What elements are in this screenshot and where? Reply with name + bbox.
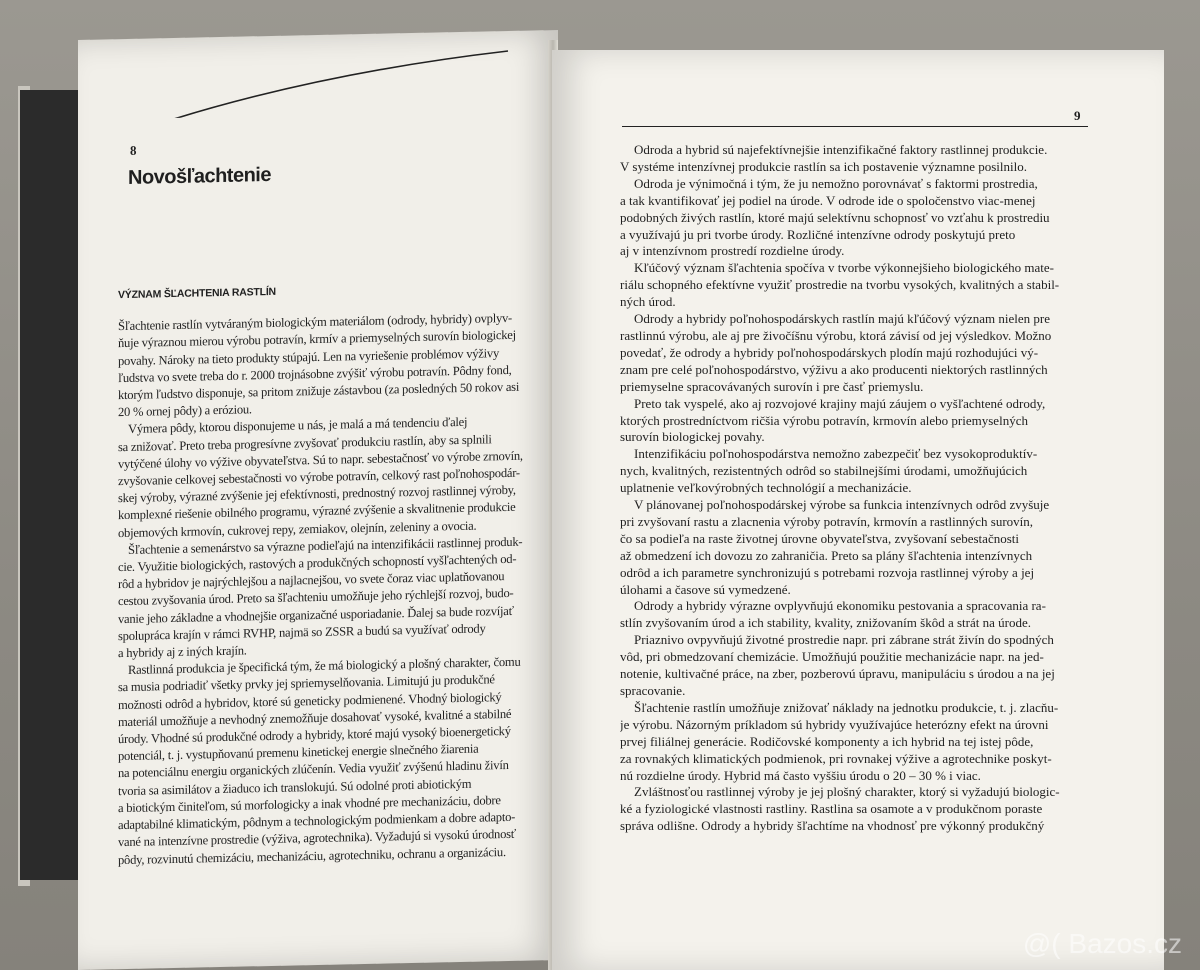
text-line: ktorým ľudstvo disponuje, sa pritom znižuje zástavbou (za posledných 50 rokov asi [118, 379, 520, 403]
right-page-number: 9 [1074, 108, 1081, 123]
text-line: až obmedzení ich dovozu zo zahraničia. Preto sa plány šľachtenia intenzívnych [620, 547, 1033, 563]
text-line: je výrobu. Názorným príkladom sú hybridy využívajúce heterózny efekt na úrovni [620, 716, 1049, 732]
text-line: rôd a hybridov je najrýchlejšou a najlacnejšou, vo svete čoraz viac uplatňovanou [118, 569, 505, 592]
right-page [552, 50, 1164, 970]
text-line: Priaznivo ovpyvňujú životné prostredie napr. pri zábrane strát živín do spodných [634, 632, 1054, 648]
text-line: Šľachtenie rastlín umožňuje znižovať náklady na jednotku produkcie, t. j. zlacňu- [634, 699, 1059, 715]
text-line: 20 % ornej pôdy) a eróziou. [118, 402, 252, 420]
text-line: správa odlišne. Odrody a hybridy šľachtíme na vhodnosť pre výkonný produkčný [620, 818, 1045, 834]
text-line: stlín zvyšovaním úrod a ich stability, kvality, znižovaním škôd a strát na úrode. [620, 615, 1031, 631]
text-line: a tak kvantifikovať jej podiel na úrode. V odrode ide o spoločenstvo viac-menej [620, 192, 1036, 208]
text-line: Šľachtenie rastlín vytváraným biologickým materiálom (odrody, hybridy) ovplyv- [118, 311, 513, 334]
text-line: Šľachtenie a semenárstvo sa výrazne podieľajú na intenzifikácii rastlinnej produk- [128, 534, 523, 557]
right-body-text [620, 142, 1088, 835]
text-line: V plánovanej poľnohospodárskej výrobe sa funkcia intenzívnych odrôd zvyšuje [634, 497, 1050, 513]
text-line: Odroda je výnimočná i tým, že ju nemožno porovnávať s faktormi prostredia, [634, 175, 1038, 191]
text-line: sa musia podriadiť všetky prvky jej spriemyselňovania. Limitujú ju produkčné [118, 672, 495, 695]
text-line: objemových krmovín, cukrovej repy, zemiakov, olejnín, zeleniny a ovocia. [118, 518, 477, 540]
left-body-text [118, 292, 548, 869]
bazos-watermark: @( Bazos.cz [1022, 928, 1182, 959]
text-line: sa znižovať. Preto treba progresívne zvyšovať produkciu rastlín, aby sa splnili [118, 431, 492, 454]
text-line: V systéme intenzívnej produkcie rastlín sa ich postavenie významne posilnilo. [620, 158, 1027, 174]
right-header-rule [622, 126, 1088, 127]
text-line: odrôd a ich parametre synchronizujú s potrebami rozvoja rastlinnej výroby a jej [620, 564, 1035, 580]
text-line: pôdy, rozvinutú chemizáciu, mechanizáciu, agrotechniku, ochranu a organizáciu. [118, 844, 506, 867]
text-line: vané na intenzívne prostredie (výživa, agrotechnika). Vyžadujú si vysokú úrodnosť [118, 827, 516, 850]
text-line: ňuje výraznou mierou výrobu potravín, krmív a priemyselných surovín biologickej [118, 328, 516, 351]
text-line: komplexné riešenie obilného programu, výrazné zvýšenie a skvalitnenie produkcie [118, 500, 516, 523]
text-line: za rovnakých klimatických podmienok, pri rovnakej výžive a agrotechnike poskyt- [620, 750, 1052, 766]
left-page-number: 8 [130, 142, 137, 158]
text-line: Zvláštnosťou rastlinnej výroby je jej plošný charakter, ktorý si vyžadujú biologic- [634, 784, 1060, 800]
section-heading: VÝZNAM ŠĽACHTENIA RASTLÍN [118, 285, 276, 302]
text-line: a hybridy aj z iných krajín. [118, 643, 247, 661]
text-line: a využívajú ju pri tvorbe úrody. Rozličné intenzívne odrody poskytujú preto [620, 226, 1016, 242]
text-line: úrody. Vhodné sú produkčné odrody a hybridy, ktoré majú vysoký bioenergetický [118, 724, 511, 747]
text-line: notenie, kultivačné práce, na zber, pozberovú úpravu, manipuláciu s úrodou a na jej [620, 666, 1055, 682]
text-line: Preto tak vyspelé, ako aj rozvojové krajiny majú záujem o vyšľachtené odrody, [634, 395, 1046, 411]
text-line: Rastlinná produkcia je špecifická tým, že má biologický a plošný charakter, čomu [128, 654, 521, 678]
text-line: skej výroby, výrazné zvýšenie jej efektívnosti, prednostný rozvoj rastlinnej výroby, [118, 483, 516, 506]
text-line: Odrody a hybridy poľnohospodárskych rastlín majú kľúčový význam nielen pre [634, 311, 1050, 327]
text-line: ké a fyziologické vlastnosti rastliny. Rastlina sa osamote a v produkčnom poraste [620, 801, 1043, 817]
text-line: Odroda a hybrid sú najefektívnejšie intenzifikačné faktory rastlinnej produkcie. [634, 142, 1048, 157]
text-line: možnosti odrôd a hybridov, ktoré sú geneticky podmienené. Vhodný biologický [118, 689, 502, 712]
text-line: úlohami a časove sú vymedzené. [620, 581, 791, 597]
text-line: spracovanie. [620, 683, 686, 698]
text-line: spolupráca krajín v rámci RVHP, najmä so ZSSR a budú sa využívať odrody [118, 621, 486, 644]
text-line: nú rozdielne úrody. Hybrid má často vyššiu úrodu o 20 – 30 % i viac. [620, 767, 981, 783]
text-line: tvoria sa asimilátov a žiaduco ich translokujú. Sú odolné proti abiotickým [118, 776, 472, 798]
text-line: ných úrod. [620, 294, 676, 310]
text-line: nych, kvalitných, rezistentných odrôd so stabilnejšími úrodami, umožňujúcich [620, 463, 1028, 479]
text-line: Intenzifikáciu poľnohospodárstva nemožno zabezpečiť bez vysokoproduktív- [634, 446, 1038, 462]
left-header-curve [78, 30, 558, 120]
text-line: zvyšovanie celkovej sebestačnosti vo výrobe potravín, celkový rast poľnohospodár- [118, 465, 520, 489]
text-line: vanie jeho základne a vhodnejšie organizačné usporiadanie. Ďalej sa bude rozvíjať [118, 603, 514, 626]
text-line: Kľúčový význam šľachtenia spočíva v tvorbe výkonnejšieho biologického mate- [634, 260, 1054, 276]
text-line: uplatnenie veľkovýrobných technológií a mechanizácie. [620, 480, 912, 496]
text-line: riálu schopného efektívne využiť prostredie na tvorbu vysokých, kvalitných a stabil- [620, 277, 1060, 293]
text-line: a biotickým činiteľom, sú morfologicky a inak vhodné pre mechanizáciu, dobre [118, 793, 501, 816]
text-line: znam pre celé poľnohospodárstvo, výživu a ako producenti niektorých rastlinných [620, 361, 1048, 377]
text-line: prvej filiálnej generácie. Rodičovské komponenty a ich hybrid na tej istej pôde, [620, 733, 1034, 749]
text-line: na potenciálnu energiu organických zlúčenín. Vedia využiť zvýšenú hladinu živín [118, 758, 509, 781]
text-line: Výmera pôdy, ktorou disponujeme u nás, je malá a má tendenciu ďalej [128, 415, 468, 437]
text-line: cie. Využitie biologických, rastových a produkčných schopností vyšľachtených od- [118, 551, 517, 575]
text-line: potenciál, t. j. vystupňovanú premenu kinetickej energie slnečného žiarenia [118, 741, 479, 764]
text-line: materiál umožňuje a nevhodný znemožňuje dosahovať vysoké, kvalitné a stabilné [118, 706, 512, 730]
text-line: cestou zvyšovania úrod. Preto sa šľachteniu umožňuje jeho rýchlejší rozvoj, budo- [118, 586, 514, 609]
text-line: surovín biologickej povahy. [620, 429, 765, 445]
text-line: priemyselne spracovávaných surovín i pre časť priemyslu. [620, 378, 924, 394]
text-line: ktorých prostredníctvom ričšia výrobu potravín, krmovín alebo priemyselných [620, 412, 1028, 428]
text-line: rastlinnú výrobu, ale aj pre živočíšnu výrobu, ktorá závisí od jej výsledkov. Možno [620, 327, 1052, 343]
chapter-title: Novošľachtenie [128, 163, 271, 189]
text-line: čo sa podieľa na raste životnej úrovne obyvateľstva, zvyšovaní sebestačnosti [620, 530, 1019, 546]
text-line: povedať, že odrody a hybridy poľnohospodárskych plodín majú rozhodujúci vý- [620, 344, 1039, 360]
text-line: aj v intenzívnom prostredí rozdielne úrody. [620, 243, 845, 259]
left-page [78, 30, 558, 970]
text-line: adaptabilné klimatickým, pôdnym a technologickým podmienkam a dobre adapto- [118, 809, 516, 833]
text-line: podobných živých rastlín, ktoré majú selektívnu schopnosť vo vzťahu k prostrediu [620, 209, 1050, 225]
text-line: vytýčené úlohy vo výžive obyvateľstva. Sú to napr. sebestačnosť vo výrobe zrnovín, [118, 448, 523, 471]
text-line: pri zvyšovaní rastu a zlacnenia výroby potravín, krmovín a rastlinných surovín, [620, 513, 1034, 529]
text-line: ľudstva vo svete treba do r. 2000 trojnásobne zvýšiť výrobu potravín. Pôdny fond, [118, 362, 512, 385]
text-line: Odrody a hybridy výrazne ovplyvňujú ekonomiku pestovania a spracovania ra- [634, 598, 1046, 614]
text-line: vôd, pri obmedzovaní chemizácie. Umožňujú použitie mechanizácie napr. na jed- [620, 649, 1044, 665]
text-line: povahy. Nároky na tieto produkty stúpajú. Len na vyriešenie problémov výživy [118, 345, 499, 368]
